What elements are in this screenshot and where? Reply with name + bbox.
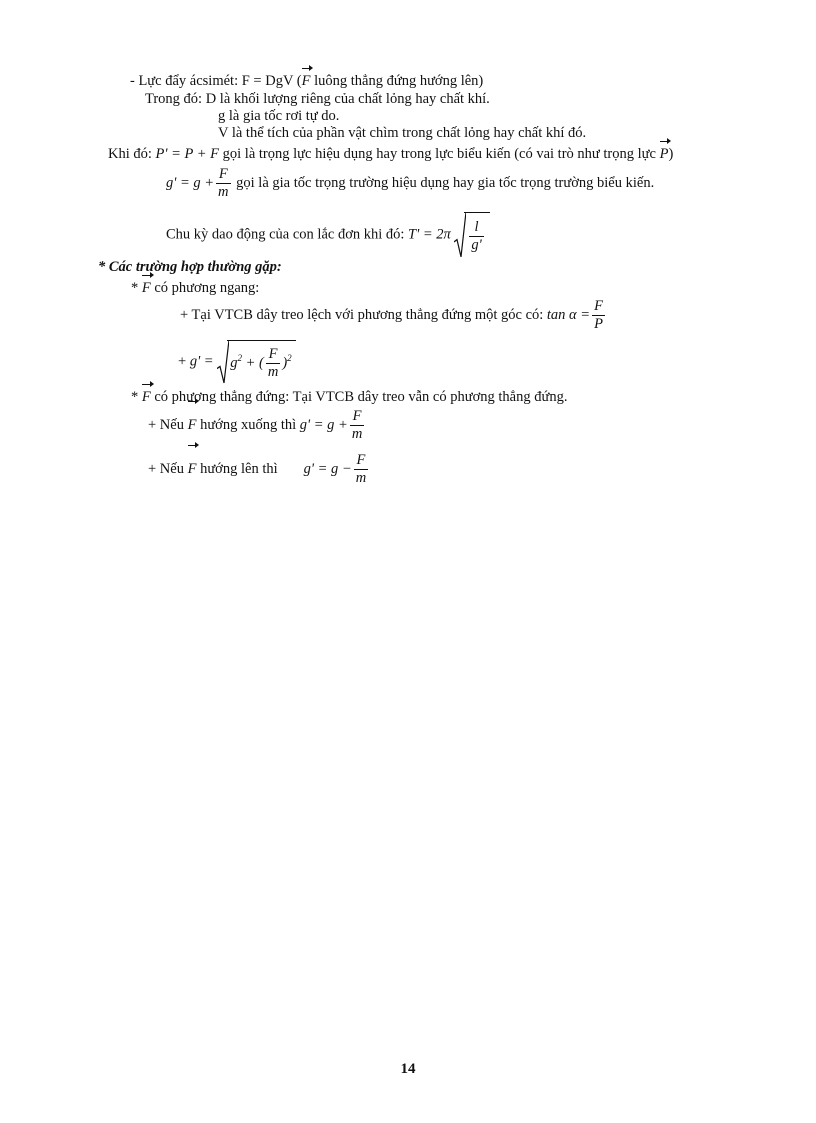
radical-sign-icon xyxy=(454,212,466,258)
horizontal-g-line: + g' = $g^2$ + ( $\frac{F}{m}$ )$^2$ xyxy=(178,340,296,384)
force-vector: F xyxy=(188,449,197,489)
apparent-gravity-line: g' = g + $\frac{F}{m}$ gọi là gia tốc trọng trường hiệu dụng hay gia tốc trọng trường biểu kiến. xyxy=(166,166,655,201)
period-line: Chu kỳ dao động của con lắc đơn khi đó: T' = 2π $\frac{l}{g'}$ xyxy=(166,212,490,258)
definition-g: g là gia tốc rơi tự do. xyxy=(218,108,340,124)
apparent-weight-line: Khi đó: P' = P + F gọi là trọng lực hiệu dụng hay trong lực biểu kiến (có vai trò như trọng lực P) xyxy=(108,146,674,162)
definition-D: Trong đó: D là khối lượng riêng của chất lỏng hay chất khí. xyxy=(145,91,490,107)
downward-force-line: + Nếu F hướng xuống thì g' = g + $\frac{F}{m}$ xyxy=(148,405,366,445)
page-number: 14 xyxy=(400,1061,416,1077)
tan-equation: tan α = xyxy=(546,307,591,323)
g-plus-equation: g' = g + xyxy=(299,417,348,433)
section-heading: * Các trường hợp thường gặp: xyxy=(98,259,282,275)
weight-vector: P xyxy=(659,146,669,162)
g-minus-equation: g' = g − xyxy=(303,461,352,477)
fraction-F-over-m: $\frac{F}{m}$ xyxy=(218,166,229,201)
case-vertical-heading: * F có phương thẳng đứng: Tại VTCB dây treo vẫn có phương thẳng đứng. xyxy=(131,389,568,405)
fraction-F-over-m: $\frac{F}{m}$ xyxy=(267,346,279,381)
fraction-F-over-m: $\frac{F}{m}$ xyxy=(355,452,367,487)
force-vector: F xyxy=(141,389,151,405)
buoyancy-formula-line: - Lực đẩy ácsimét: F = DgV (F luông thẳng đứng hướng lên) xyxy=(130,73,484,89)
fraction-F-over-m: $\frac{F}{m}$ xyxy=(351,408,363,443)
force-vector: F xyxy=(141,280,151,296)
force-vector: F xyxy=(188,405,197,445)
square-root xyxy=(454,212,489,258)
force-vector: F xyxy=(301,73,311,89)
square-root: $g^2$ + ( $\frac{F}{m}$ )$^2$ xyxy=(217,340,295,384)
radical-sign-icon xyxy=(217,340,229,384)
fraction-l-over-g: $\frac{l}{g'}$ xyxy=(471,219,482,254)
fraction-F-over-P: $\frac{F}{P}$ xyxy=(594,298,603,333)
apparent-gravity-equation: g' = g + xyxy=(166,175,215,191)
g-prime-equation: g' = xyxy=(189,353,214,370)
upward-force-line: + Nếu F hướng lên thì g' = g − $\frac{F}{m}$ xyxy=(148,449,370,489)
tan-alpha-line: + Tại VTCB dây treo lệch với phương thẳng đứng một góc có: tan α = $\frac{F}{P}$ xyxy=(180,298,603,333)
definition-V: V là thể tích của phần vật chìm trong chất lỏng hay chất khí đó. xyxy=(218,125,587,141)
period-equation: T' = 2π xyxy=(408,226,451,243)
case-horizontal-heading: * F có phương ngang: xyxy=(131,280,260,296)
apparent-weight-equation: P' = P + F xyxy=(155,146,220,162)
